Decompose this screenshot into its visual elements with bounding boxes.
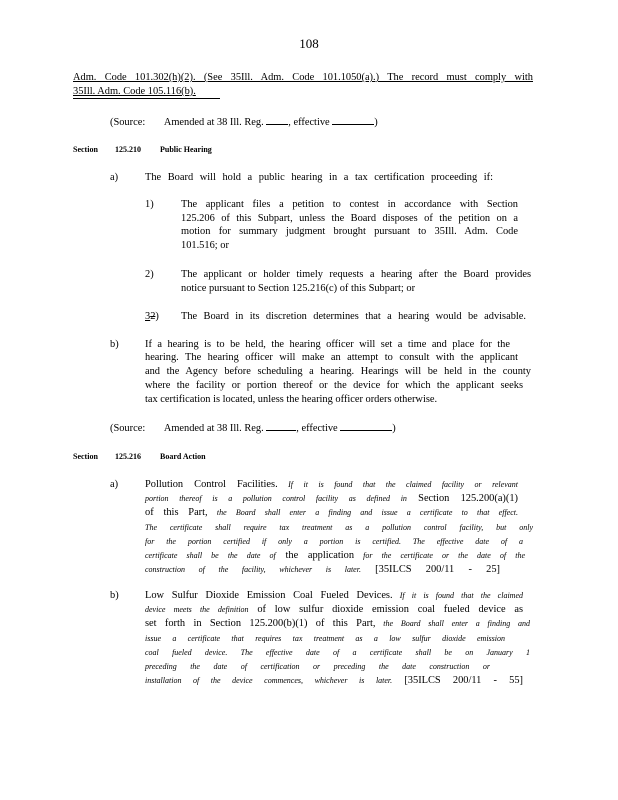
statute-quote: construction of the facility, whichever is later.	[145, 565, 361, 575]
item-1-line: 125.206 of this Subpart, unless the Board disposes of the petition on a	[181, 213, 518, 224]
subsection-b-line: If a hearing is to be held, the hearing officer will set a time and place for the	[145, 339, 510, 350]
subsection-b-line: tax certification is located, unless the hearing officer orders otherwise.	[145, 394, 438, 405]
statute-quote: preceding the date of certification or preceding the date construction or	[145, 662, 490, 671]
source-prefix: (Source:	[110, 117, 146, 128]
effective-date-blank	[340, 421, 392, 431]
statute-line	[145, 492, 518, 506]
register-blank	[266, 115, 288, 125]
section-label: Section	[73, 452, 98, 461]
statute-line	[145, 589, 523, 603]
regulation-text: Pollution Control Facilities.	[145, 479, 278, 490]
item-3-old-number: 2	[150, 311, 156, 322]
statute-line	[145, 603, 523, 617]
statute-line	[145, 478, 518, 492]
statute-line	[145, 563, 500, 577]
source-effective: , effective	[296, 423, 338, 434]
subsection-b-line: and the Agency before scheduling a hearing. Hearings will be held in the county	[145, 366, 531, 377]
subsection-a-marker: a)	[110, 172, 119, 183]
section-title: Public Hearing	[160, 145, 212, 154]
subsection-b-line: where the facility or portion thereof or the device for which the applicant seeks	[145, 380, 523, 391]
item-3-text: The Board in its discretion determines that a hearing would be advisable.	[181, 311, 526, 322]
source-effective: , effective	[288, 117, 330, 128]
regulation-text: set forth in Section 125.200(b)(1) of this Part,	[145, 618, 376, 630]
statute-line	[145, 617, 530, 631]
statute-line	[145, 632, 505, 646]
item-3-new-number: 3	[145, 311, 151, 322]
subsection-b-marker: b)	[110, 339, 119, 350]
item-2-line: The applicant or holder timely requests a hearing after the Board provides	[181, 269, 531, 280]
subsection-b-line: hearing. The hearing officer will make an attempt to consult with the applicant	[145, 352, 518, 363]
intro-line-1: Adm. Code 101.302(h)(2). (See 35Ill. Adm. Code 101.1050(a).) The record must comply with	[73, 72, 533, 83]
source-note-2	[110, 421, 396, 436]
statute-quote: the Board shall enter a finding and issue a certificate to that effect.	[207, 508, 519, 518]
statute-quote: device meets the definition	[145, 605, 249, 615]
statute-quote: If it is found that the claimed facility or relevant	[277, 480, 518, 489]
regulation-text: the application	[275, 550, 355, 561]
regulation-text: of this Part,	[145, 507, 208, 519]
regulation-text: [35ILCS 200/11 - 55]	[392, 675, 523, 687]
statute-quote: portion thereof is a pollution control facility as defined in	[145, 494, 407, 504]
source-amended: Amended at 38 Ill. Reg.	[163, 423, 264, 434]
source-close: )	[392, 423, 396, 434]
item-1-marker: 1)	[145, 199, 154, 210]
statute-quote: installation of the device commences, whichever is later.	[145, 676, 393, 686]
regulation-text: Low Sulfur Dioxide Emission Coal Fueled Devices.	[145, 590, 393, 601]
statute-line	[145, 535, 523, 549]
intro-line-2: 35Ill. Adm. Code 105.116(b).	[73, 86, 196, 97]
regulation-text: [35ILCS 200/11 - 25]	[360, 564, 500, 576]
statute-quote: issue a certificate that requires tax treatment as a low sulfur dioxide emission	[145, 633, 505, 643]
item-1-line: motion for summary judgment brought pursuant to 35Ill. Adm. Code	[181, 226, 518, 237]
statute-quote: If it is found that the claimed	[392, 591, 523, 600]
statute-line	[145, 674, 523, 688]
statute-quote: certificate shall be the date of	[145, 551, 276, 560]
source-prefix: (Source:	[110, 423, 146, 434]
section-label: Section	[73, 145, 98, 154]
statute-quote: for the certificate or the date of the	[354, 551, 526, 560]
regulation-text: of low sulfur dioxide emission coal fueled device as	[248, 604, 524, 616]
statute-quote: for the portion certified if only a portion is certified. The effective date of a	[145, 536, 523, 546]
regulation-text: Section 125.200(a)(1)	[406, 493, 519, 505]
item-2-line: notice pursuant to Section 125.216(c) of this Subpart; or	[181, 283, 416, 294]
page-number: 108	[299, 36, 319, 51]
statute-quote: the Board shall enter a finding and	[375, 619, 530, 629]
item-3-marker	[145, 310, 159, 324]
effective-date-blank	[332, 115, 374, 125]
subsection-a-marker: a)	[110, 479, 119, 490]
statute-quote: coal fueled device. The effective date of a certificate shall be on January 1	[145, 647, 530, 657]
register-blank	[266, 421, 296, 431]
section-number: 125.216	[115, 452, 141, 461]
statute-line	[145, 549, 525, 563]
section-number: 125.210	[115, 145, 141, 154]
source-close: )	[374, 117, 378, 128]
source-amended: Amended at 38 Ill. Reg.	[163, 117, 264, 128]
item-1-line: 101.516; or	[181, 240, 229, 251]
source-note-1	[110, 115, 378, 130]
section-title: Board Action	[160, 452, 206, 461]
statute-line	[145, 646, 530, 660]
subsection-b-marker: b)	[110, 590, 119, 601]
item-3-paren: )	[155, 311, 159, 322]
intro-underline-extension	[73, 98, 220, 99]
statute-line	[145, 521, 533, 535]
statute-line	[145, 660, 490, 674]
item-1-line: The applicant files a petition to contest in accordance with Section	[181, 199, 518, 210]
subsection-a-text: The Board will hold a public hearing in a tax certification proceeding if:	[145, 172, 493, 183]
item-2-marker: 2)	[145, 269, 154, 280]
statute-line	[145, 506, 518, 520]
statute-quote: The certificate shall require tax treatment as a pollution control facility, but only	[145, 522, 533, 532]
